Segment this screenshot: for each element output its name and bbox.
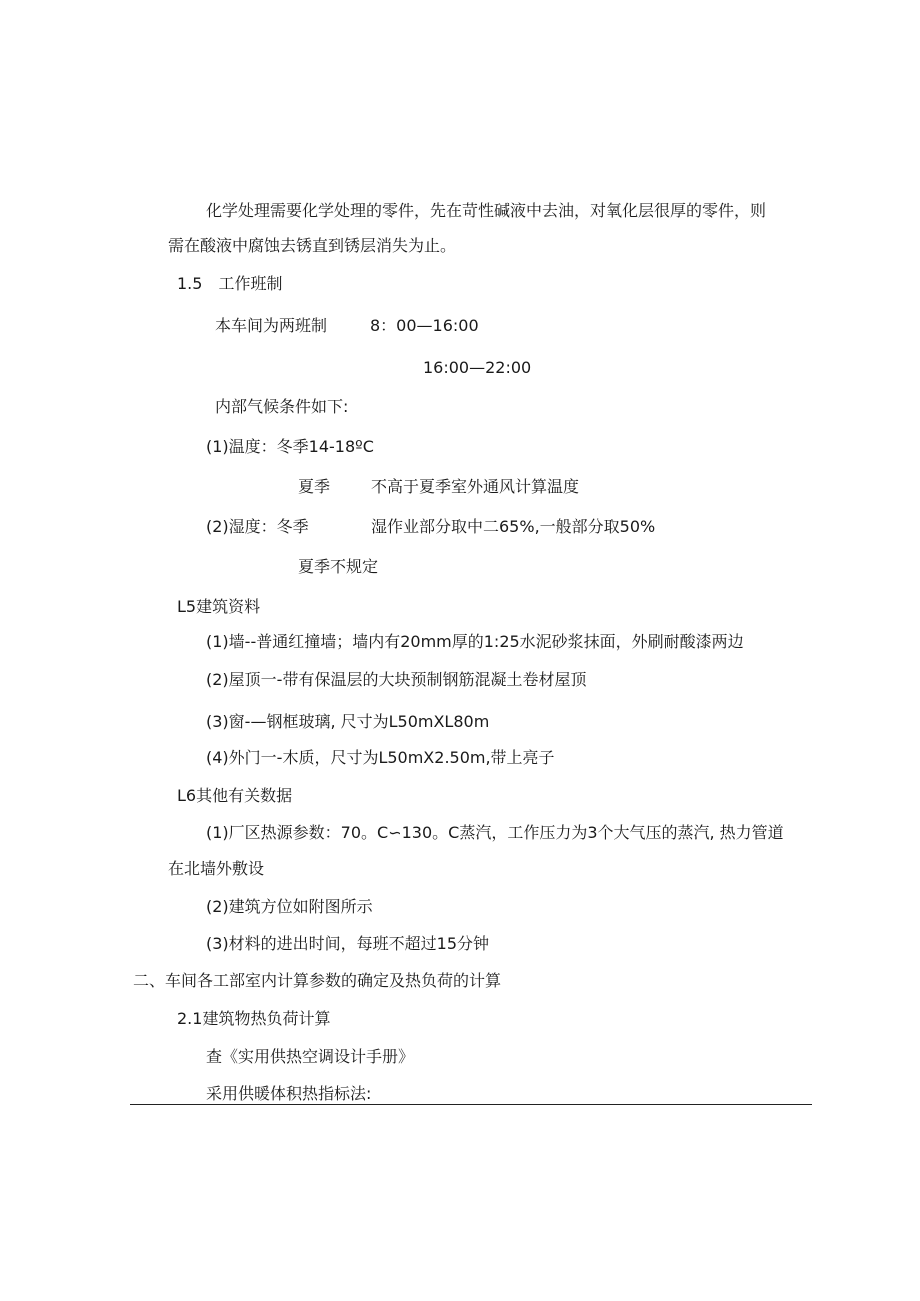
humidity-summer: 夏季不规定: [298, 557, 379, 576]
temperature-summer-value: 不高于夏季室外通风计算温度: [371, 477, 580, 496]
humidity-winter-label: (2)湿度：冬季: [206, 517, 309, 536]
section-two-heading: 二、车间各工部室内计算参数的确定及热负荷的计算: [133, 971, 502, 990]
other-item-orientation: (2)建筑方位如附图所示: [206, 897, 373, 916]
shift-time-1: 8：00—16:00: [370, 316, 479, 335]
building-item-roof: (2)屋顶一-带有保温层的大块预制钢筋混凝土卷材屋顶: [206, 670, 587, 689]
other-heading: L6其他有关数据: [177, 786, 293, 805]
shift-label: 本车间为两班制: [215, 316, 328, 335]
building-heading: L5建筑资料: [177, 597, 261, 616]
temperature-summer-label: 夏季: [298, 477, 331, 496]
section-two-reference: 查《实用供热空调设计手册》: [206, 1047, 415, 1066]
shift-heading-number: 1.5: [177, 274, 203, 293]
section-two-method: 采用供暖体积热指标法:: [206, 1084, 372, 1103]
chem-paragraph-line2: 需在酸液中腐蚀去锈直到锈层消失为止。: [168, 236, 457, 255]
other-item-heat-source-line1: (1)厂区热源参数：70。C∽130。C蒸汽，工作压力为3个大气压的蒸汽, 热力管道: [206, 823, 784, 842]
shift-time-2: 16:00—22:00: [423, 358, 532, 377]
shift-heading-text: 工作班制: [218, 274, 283, 293]
humidity-winter-value: 湿作业部分取中二65%,一般部分取50%: [371, 517, 656, 536]
chem-paragraph-line1: 化学处理需要化学处理的零件，先在苛性碱液中去油，对氧化层很厚的零件，则: [206, 201, 767, 220]
section-two-subheading: 2.1建筑物热负荷计算: [177, 1009, 331, 1028]
building-item-window: (3)窗-—钢框玻璃, 尺寸为L50mXL80m: [206, 712, 490, 731]
other-item-material-time: (3)材料的进出时间，每班不超过15分钟: [206, 934, 490, 953]
other-item-heat-source-line2: 在北墙外敷设: [168, 859, 265, 878]
building-item-door: (4)外门一-木质，尺寸为L50mX2.50m,带上亮子: [206, 748, 555, 767]
temperature-winter: (1)温度：冬季14-18ºC: [206, 437, 374, 456]
footer-rule: [130, 1104, 812, 1105]
building-item-wall: (1)墙--普通红撞墙；墙内有20mm厚的1:25水泥砂浆抹面，外刷耐酸漆两边: [206, 632, 744, 651]
climate-intro: 内部气候条件如下:: [215, 397, 349, 416]
shift-heading: [177, 274, 282, 294]
